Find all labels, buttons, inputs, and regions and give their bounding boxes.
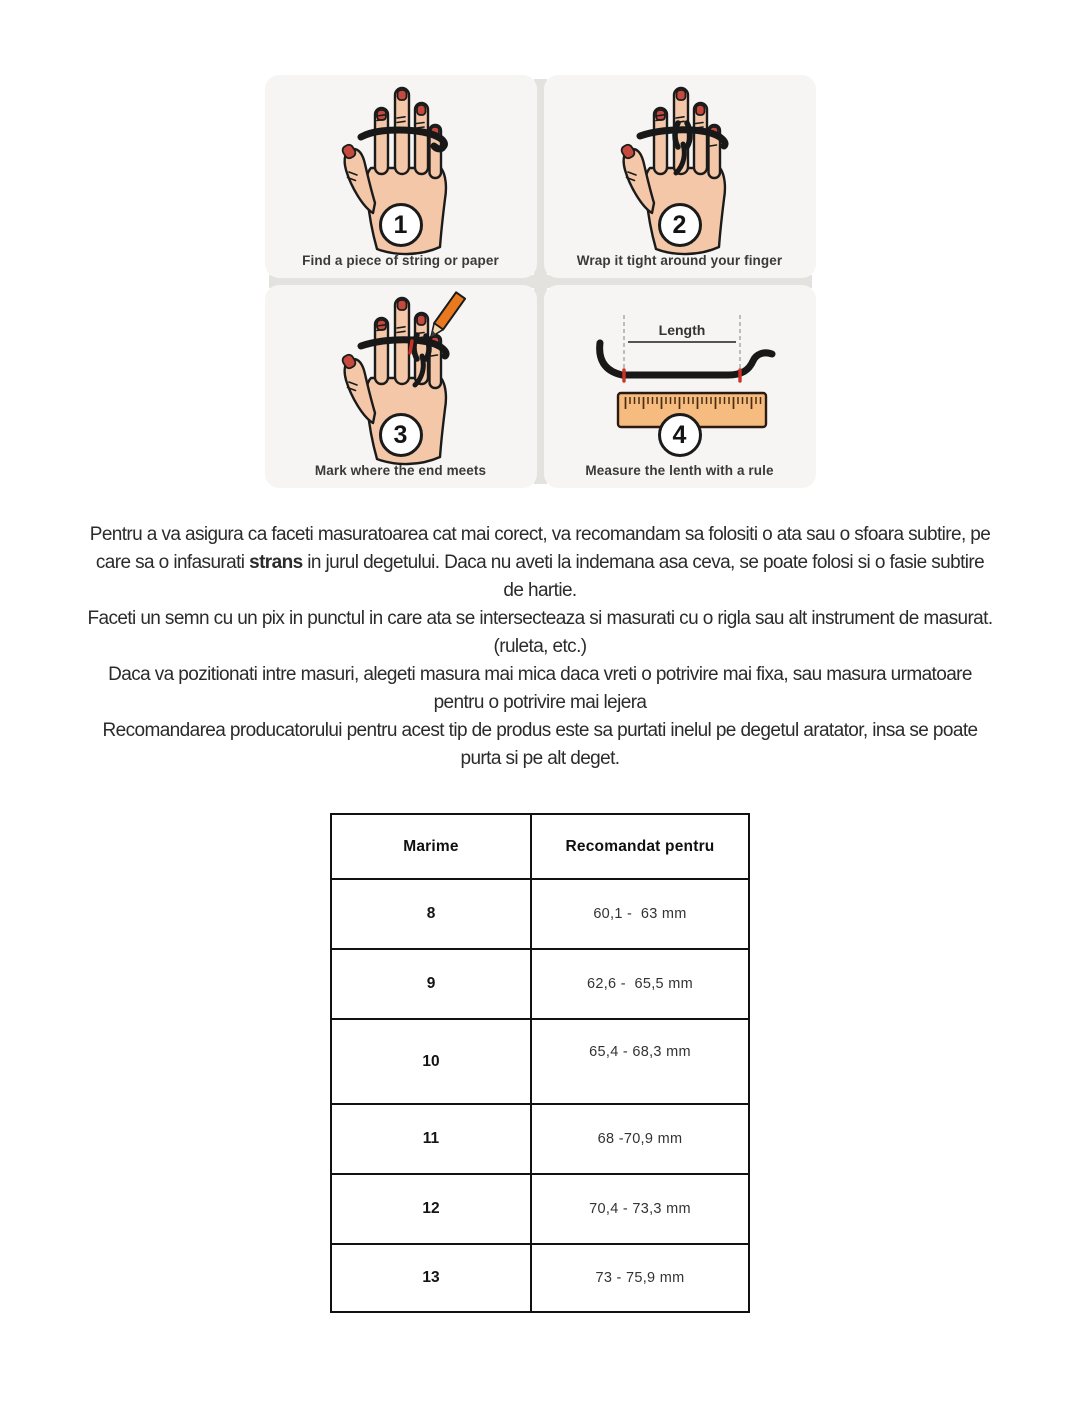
range-cell: 70,4 - 73,3 mm [531, 1174, 749, 1244]
table-row [331, 949, 749, 1019]
hand-marking-illustration [265, 285, 537, 488]
size-cell: 12 [331, 1174, 531, 1244]
range-cell: 65,4 - 68,3 mm [531, 1019, 749, 1104]
step-number-badge: 2 [658, 203, 702, 247]
instructions-block [88, 521, 993, 773]
table-header-row [331, 814, 749, 879]
step-number-badge: 4 [658, 413, 702, 457]
range-column-header: Recomandat pentru [531, 814, 749, 879]
table-body [331, 879, 749, 1312]
table-row [331, 1104, 749, 1174]
range-cell: 68 -70,9 mm [531, 1104, 749, 1174]
page-root [0, 75, 1080, 1425]
step-caption: Find a piece of string or paper [302, 253, 499, 268]
table-header [331, 814, 749, 879]
length-label: Length [658, 322, 705, 338]
table-row [331, 1174, 749, 1244]
table-row [331, 879, 749, 949]
step-card-1 [265, 75, 537, 278]
instruction-paragraph-3: Daca va pozitionati intre masuri, alegeti masura mai mica daca vreti o potrivire mai fixa, sau masura urmatoare pentru o potrivire mai lejera [108, 664, 972, 713]
step-caption: Measure the lenth with a rule [585, 463, 774, 478]
size-cell: 10 [331, 1019, 531, 1104]
size-cell: 8 [331, 879, 531, 949]
bold-strans-text: strans [249, 552, 303, 573]
hand-wrapped-string-illustration [544, 75, 816, 278]
paragraph-text: in jurul degetului. Daca nu aveti la indemana asa ceva, se poate folosi si o fasie subtire de hartie. [302, 552, 985, 601]
instruction-paragraph-1 [88, 521, 993, 605]
range-cell: 62,6 - 65,5 mm [531, 949, 749, 1019]
range-cell: 73 - 75,9 mm [531, 1244, 749, 1312]
step-caption: Wrap it tight around your finger [576, 253, 783, 268]
step-card-3 [265, 285, 537, 488]
size-cell: 13 [331, 1244, 531, 1312]
instruction-paragraph-2: Faceti un semn cu un pix in punctul in care ata se intersecteaza si masurati cu o rigla sau alt instrument de masurat. (ruleta, etc.) [87, 608, 993, 657]
ruler-measure-illustration [544, 285, 816, 488]
range-cell: 60,1 - 63 mm [531, 879, 749, 949]
hand-with-string-illustration [265, 75, 537, 278]
step-caption: Mark where the end meets [314, 463, 487, 478]
measuring-steps-grid [265, 75, 816, 488]
table-row [331, 1019, 749, 1104]
instruction-paragraph-4: Recomandarea producatorului pentru acest tip de produs este sa purtati inelul pe degetul aratator, insa se poate purta si pe alt deget. [102, 720, 978, 769]
step-number-badge: 3 [379, 413, 423, 457]
step-number-badge: 1 [379, 203, 423, 247]
step-card-2 [544, 75, 816, 278]
pen-mark [410, 341, 412, 353]
paragraph-text: Pentru a va asigura ca faceti masuratoarea cat mai corect, va recomandam sa folositi o ata sau o sfoara subtire, pe care sa o infasurati [89, 524, 991, 573]
pencil-icon [431, 292, 465, 337]
size-table [330, 813, 750, 1313]
size-column-header: Marime [331, 814, 531, 879]
step-card-4 [544, 285, 816, 488]
table-row [331, 1244, 749, 1312]
size-cell: 9 [331, 949, 531, 1019]
size-cell: 11 [331, 1104, 531, 1174]
